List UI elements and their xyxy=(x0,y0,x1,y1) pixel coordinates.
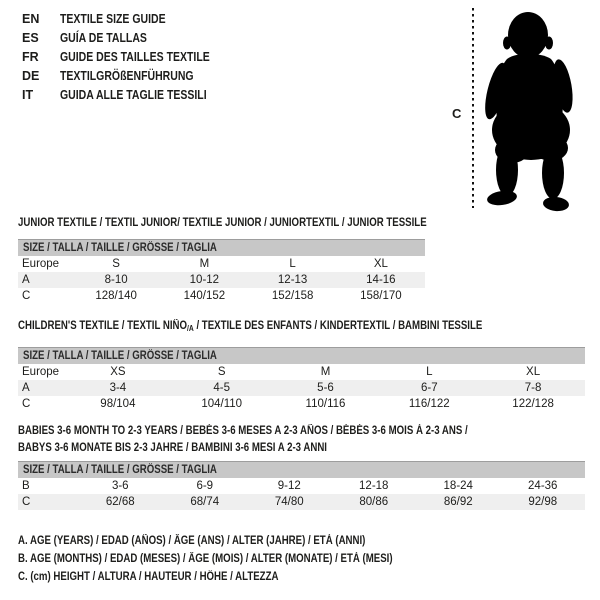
size-cell: M xyxy=(320,366,331,378)
junior-size-table xyxy=(18,239,425,304)
junior-table-wrap xyxy=(18,239,425,304)
size-cell: 98/104 xyxy=(100,398,136,410)
size-header-bar xyxy=(18,348,585,365)
size-cell: 128/140 xyxy=(95,290,137,302)
language-code: ES xyxy=(22,30,39,45)
size-cell: 5-6 xyxy=(274,380,378,396)
children-section-title: CHILDREN'S TEXTILE / TEXTIL $NIÑO_{/A}$ / TEXTILE DES ENFANTS / KINDERTEXTIL / BAMBINI TESSILE xyxy=(18,320,483,333)
table-row xyxy=(18,364,585,380)
language-code: EN xyxy=(22,11,40,26)
language-title: TEXTILGRÖßENFÜHRUNG xyxy=(60,68,194,83)
size-cell: 158/170 xyxy=(360,290,402,302)
size-cell: 116/122 xyxy=(408,398,450,410)
language-row-es xyxy=(22,28,238,47)
size-cell: L xyxy=(426,366,433,378)
size-cell: S xyxy=(112,258,120,270)
size-cell: XS xyxy=(110,366,126,378)
language-row-fr xyxy=(22,47,238,66)
size-cell: 80/86 xyxy=(332,494,417,510)
row-label: Europe xyxy=(22,366,60,378)
height-measure-label: C xyxy=(452,106,462,121)
size-header-label: SIZE / TALLA / TAILLE / GRÖSSE / TAGLIA xyxy=(23,350,217,362)
language-title: TEXTILE SIZE GUIDE xyxy=(60,11,166,26)
language-code: DE xyxy=(22,68,40,83)
size-cell: 9-12 xyxy=(277,480,301,492)
children-table-wrap xyxy=(18,347,585,412)
size-cell: 74/80 xyxy=(247,494,332,510)
size-cell: 18-24 xyxy=(443,480,473,492)
size-cell: XL xyxy=(373,258,388,270)
size-cell: 10-12 xyxy=(160,272,248,288)
size-cell: 3-6 xyxy=(111,480,129,492)
junior-section-title: JUNIOR TEXTILE / TEXTIL JUNIOR/ TEXTILE JUNIOR / JUNIORTEXTIL / JUNIOR TESSILE xyxy=(18,217,427,229)
language-row-de xyxy=(22,66,238,85)
toddler-silhouette-icon xyxy=(430,2,600,215)
size-cell: 14-16 xyxy=(337,272,425,288)
size-cell: 104/110 xyxy=(201,398,243,410)
size-header-label: SIZE / TALLA / TAILLE / GRÖSSE / TAGLIA xyxy=(23,242,217,254)
size-cell: 24-36 xyxy=(528,480,558,492)
language-title: GUIDE DES TAILLES TEXTILE xyxy=(60,49,210,64)
size-cell: 92/98 xyxy=(501,494,586,510)
row-label: C xyxy=(22,398,31,410)
children-size-table xyxy=(18,347,585,412)
size-cell: 62/68 xyxy=(78,494,163,510)
size-cell: 3-4 xyxy=(66,380,170,396)
language-code: IT xyxy=(22,87,34,102)
size-cell: 12-18 xyxy=(359,480,389,492)
footnotes xyxy=(18,532,464,586)
table-row xyxy=(18,256,425,272)
size-cell: 6-9 xyxy=(196,480,214,492)
size-cell: XL xyxy=(526,366,541,378)
row-label: Europe xyxy=(22,258,60,270)
babies-title-line1: BABIES 3-6 MONTH TO 2-3 YEARS / BEBÉS 3-6 MESES A 2-3 AÑOS / BÉBÉS 3-6 MOIS À 2-3 ANS / xyxy=(18,425,468,437)
language-row-en xyxy=(22,9,238,28)
table-row xyxy=(18,288,425,304)
size-cell: 8-10 xyxy=(72,272,160,288)
row-label: A xyxy=(18,272,72,288)
size-cell: 86/92 xyxy=(416,494,501,510)
language-row-it xyxy=(22,85,238,104)
row-label: A xyxy=(18,380,66,396)
note-a: A. AGE (YEARS) / EDAD (AÑOS) / ÂGE (ANS) / ALTER (JAHRE) / ETÀ (ANNI) xyxy=(18,535,366,547)
language-title: GUIDA ALLE TAGLIE TESSILI xyxy=(60,87,207,102)
size-cell: 152/158 xyxy=(271,290,314,302)
table-row xyxy=(18,478,585,494)
table-row xyxy=(18,272,425,288)
size-cell: 4-5 xyxy=(170,380,274,396)
size-cell: 122/128 xyxy=(512,398,554,410)
babies-section-title xyxy=(18,423,553,457)
size-cell: 12-13 xyxy=(249,272,337,288)
note-c: C. (cm) HEIGHT / ALTURA / HAUTEUR / HÖHE / ALTEZZA xyxy=(18,571,279,583)
babies-size-table xyxy=(18,461,585,510)
table-row xyxy=(18,494,585,510)
size-cell: 140/152 xyxy=(183,290,226,302)
size-cell: 68/74 xyxy=(163,494,248,510)
language-title: GUÍA DE TALLAS xyxy=(60,30,147,45)
row-label: C xyxy=(22,290,31,302)
size-cell: M xyxy=(199,258,210,270)
babies-table-wrap xyxy=(18,461,585,510)
babies-title-line2: BABYS 3-6 MONATE BIS 2-3 JAHRE / BAMBINI 3-6 MESI A 2-3 ANNI xyxy=(18,442,327,454)
size-cell: 110/116 xyxy=(305,398,346,410)
row-label: B xyxy=(22,480,30,492)
size-header-bar xyxy=(18,462,585,479)
nino-subscript: /A xyxy=(187,324,194,333)
language-list xyxy=(22,9,238,104)
size-header-label: SIZE / TALLA / TAILLE / GRÖSSE / TAGLIA xyxy=(23,464,217,476)
size-cell: 6-7 xyxy=(377,380,481,396)
language-code: FR xyxy=(22,49,39,64)
row-label: C xyxy=(18,494,78,510)
size-cell: S xyxy=(217,366,226,378)
size-cell: 7-8 xyxy=(481,380,585,396)
size-header-bar xyxy=(18,240,425,257)
size-cell: L xyxy=(289,258,296,270)
table-row xyxy=(18,380,585,396)
table-row xyxy=(18,396,585,412)
note-b: B. AGE (MONTHS) / EDAD (MESES) / ÂGE (MOIS) / ALTER (MONATE) / ETÀ (MESI) xyxy=(18,553,393,565)
